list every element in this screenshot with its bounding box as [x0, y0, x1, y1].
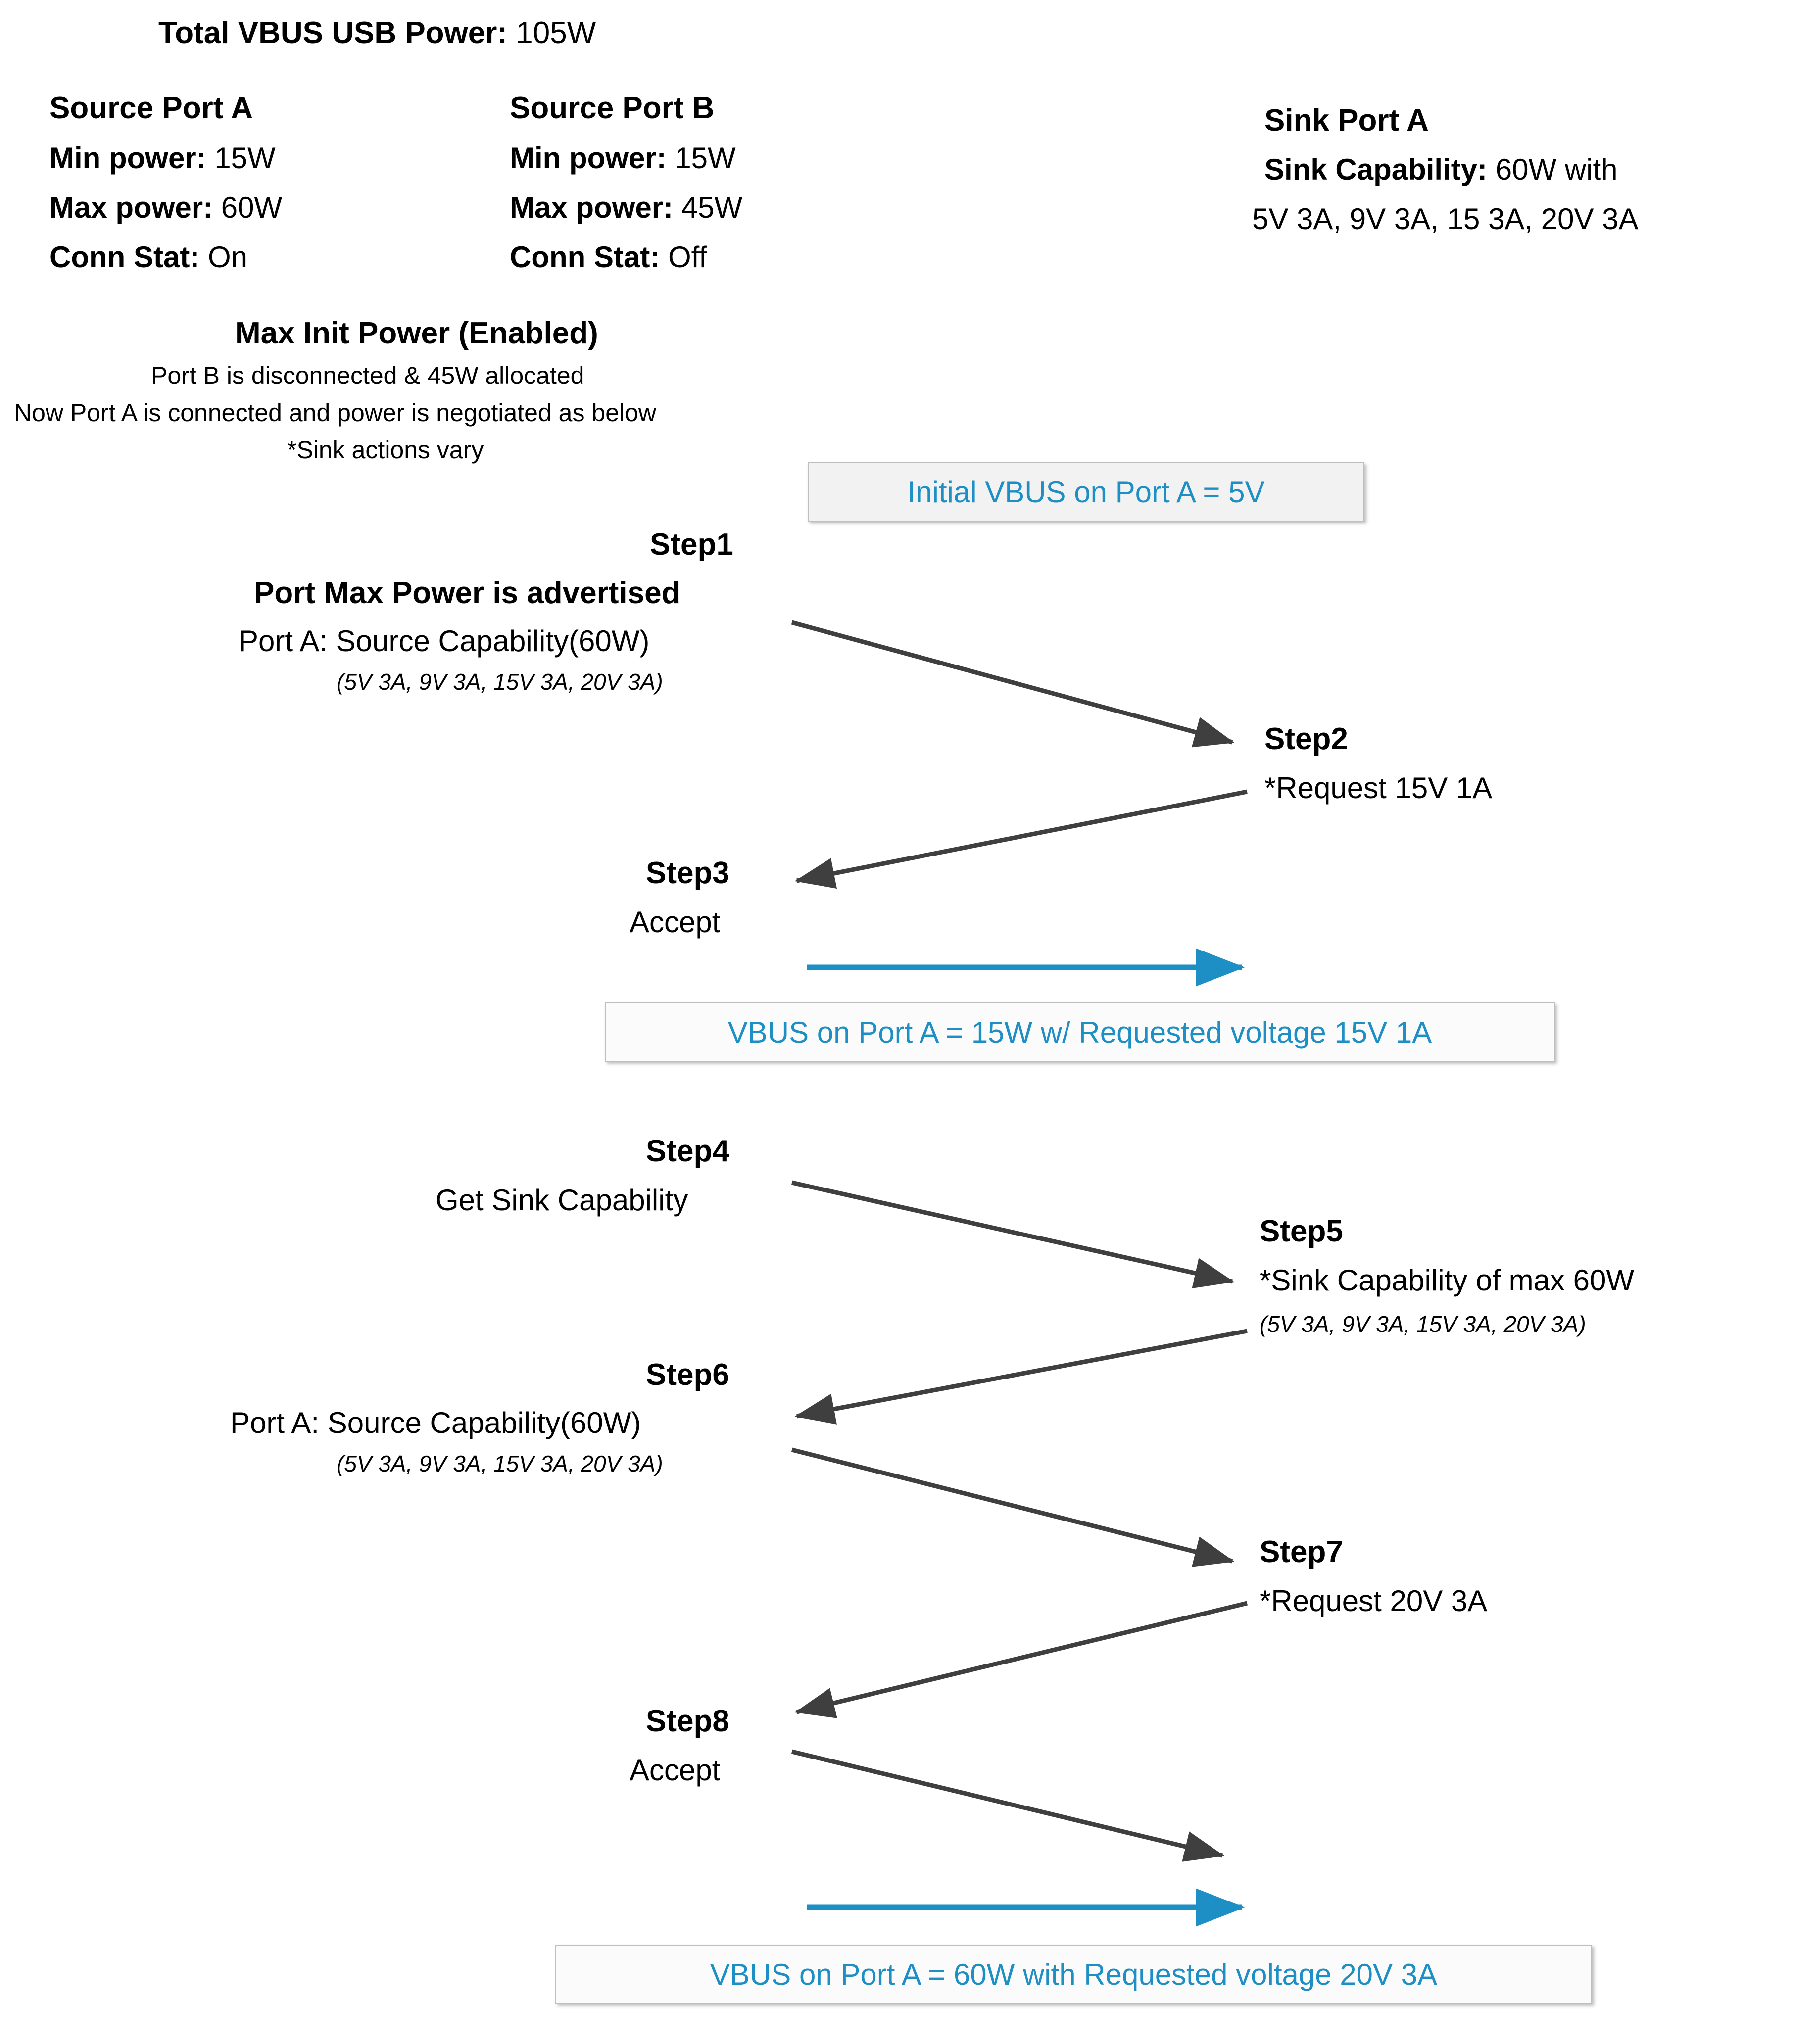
- sink-port-a-capability: [1264, 151, 1618, 188]
- callout-initial-vbus-text: Initial VBUS on Port A = 5V: [907, 475, 1265, 509]
- source-port-b-conn-label: Conn Stat:: [510, 240, 660, 274]
- source-port-b-min: [510, 140, 736, 177]
- arrow-step1-to-step2: [792, 622, 1232, 742]
- step4-line: Get Sink Capability: [436, 1184, 688, 1217]
- total-power-line: [158, 14, 596, 52]
- step6-note: (5V 3A, 9V 3A, 15V 3A, 20V 3A): [337, 1451, 663, 1476]
- step7-label: Step7: [1260, 1535, 1343, 1569]
- source-port-b-min-label: Min power:: [510, 142, 667, 175]
- source-port-a-conn: [49, 238, 247, 276]
- source-port-b-conn-value: Off: [668, 240, 707, 274]
- source-port-a-min: [49, 140, 276, 177]
- source-port-a-min-label: Min power:: [49, 142, 206, 175]
- total-power-label: Total VBUS USB Power:: [158, 16, 508, 50]
- step4-label: Step4: [646, 1134, 729, 1168]
- callout-vbus-15w-text: VBUS on Port A = 15W w/ Requested voltage 15V 1A: [727, 1015, 1432, 1049]
- step5-note: (5V 3A, 9V 3A, 15V 3A, 20V 3A): [1260, 1311, 1586, 1337]
- source-port-a-max-value: 60W: [221, 191, 283, 224]
- source-port-b-title: Source Port B: [510, 91, 715, 125]
- source-port-a-max-label: Max power:: [49, 191, 213, 224]
- arrow-step7-to-step8: [797, 1603, 1247, 1712]
- arrow-step8-to-sink: [792, 1752, 1222, 1855]
- step6-line: Port A: Source Capability(60W): [230, 1406, 641, 1439]
- source-port-a-conn-label: Conn Stat:: [49, 240, 200, 274]
- arrow-step2-to-step3: [797, 792, 1247, 881]
- step2-label: Step2: [1264, 722, 1348, 756]
- arrow-step5-to-step6: [797, 1331, 1247, 1416]
- step3-line: Accept: [630, 905, 721, 939]
- max-init-power-line1: Port B is disconnected & 45W allocated: [151, 362, 584, 389]
- source-port-a-title: Source Port A: [49, 91, 253, 125]
- step1-line: Port A: Source Capability(60W): [239, 624, 650, 658]
- source-port-a-conn-value: On: [207, 240, 247, 274]
- step5-line: *Sink Capability of max 60W: [1260, 1264, 1634, 1297]
- step3-label: Step3: [646, 856, 729, 890]
- callout-vbus-15w: [605, 1002, 1555, 1062]
- source-port-b-max-label: Max power:: [510, 191, 674, 224]
- source-port-b-max-value: 45W: [681, 191, 743, 224]
- max-init-power-line3: *Sink actions vary: [287, 436, 484, 464]
- arrow-step4-to-step5: [792, 1183, 1232, 1282]
- source-port-b-conn: [510, 238, 707, 276]
- sink-port-a-title: Sink Port A: [1264, 103, 1429, 138]
- step1-title: Port Max Power is advertised: [254, 576, 680, 610]
- step8-line: Accept: [630, 1754, 721, 1787]
- max-init-power-title: Max Init Power (Enabled): [235, 316, 598, 350]
- sink-port-a-capability-detail: 5V 3A, 9V 3A, 15 3A, 20V 3A: [1252, 202, 1639, 236]
- callout-initial-vbus: [808, 462, 1364, 522]
- step2-line: *Request 15V 1A: [1264, 771, 1493, 805]
- callout-vbus-60w: [555, 1945, 1592, 2004]
- total-power-value: 105W: [516, 16, 596, 50]
- step8-label: Step8: [646, 1704, 729, 1738]
- arrow-step6-to-step7: [792, 1450, 1232, 1561]
- callout-vbus-60w-text: VBUS on Port A = 60W with Requested voltage 20V 3A: [710, 1957, 1438, 1991]
- source-port-a-min-value: 15W: [214, 142, 276, 175]
- step1-label: Step1: [650, 527, 733, 562]
- sink-port-a-capability-value: 60W with: [1495, 153, 1618, 186]
- source-port-b-max: [510, 189, 742, 226]
- step5-label: Step5: [1260, 1214, 1343, 1248]
- step1-note: (5V 3A, 9V 3A, 15V 3A, 20V 3A): [337, 669, 663, 695]
- source-port-b-min-value: 15W: [675, 142, 736, 175]
- sink-port-a-capability-label: Sink Capability:: [1264, 153, 1488, 186]
- step7-line: *Request 20V 3A: [1260, 1584, 1488, 1617]
- max-init-power-line2: Now Port A is connected and power is negotiated as below: [14, 399, 657, 427]
- step6-label: Step6: [646, 1358, 729, 1392]
- source-port-a-max: [49, 189, 282, 226]
